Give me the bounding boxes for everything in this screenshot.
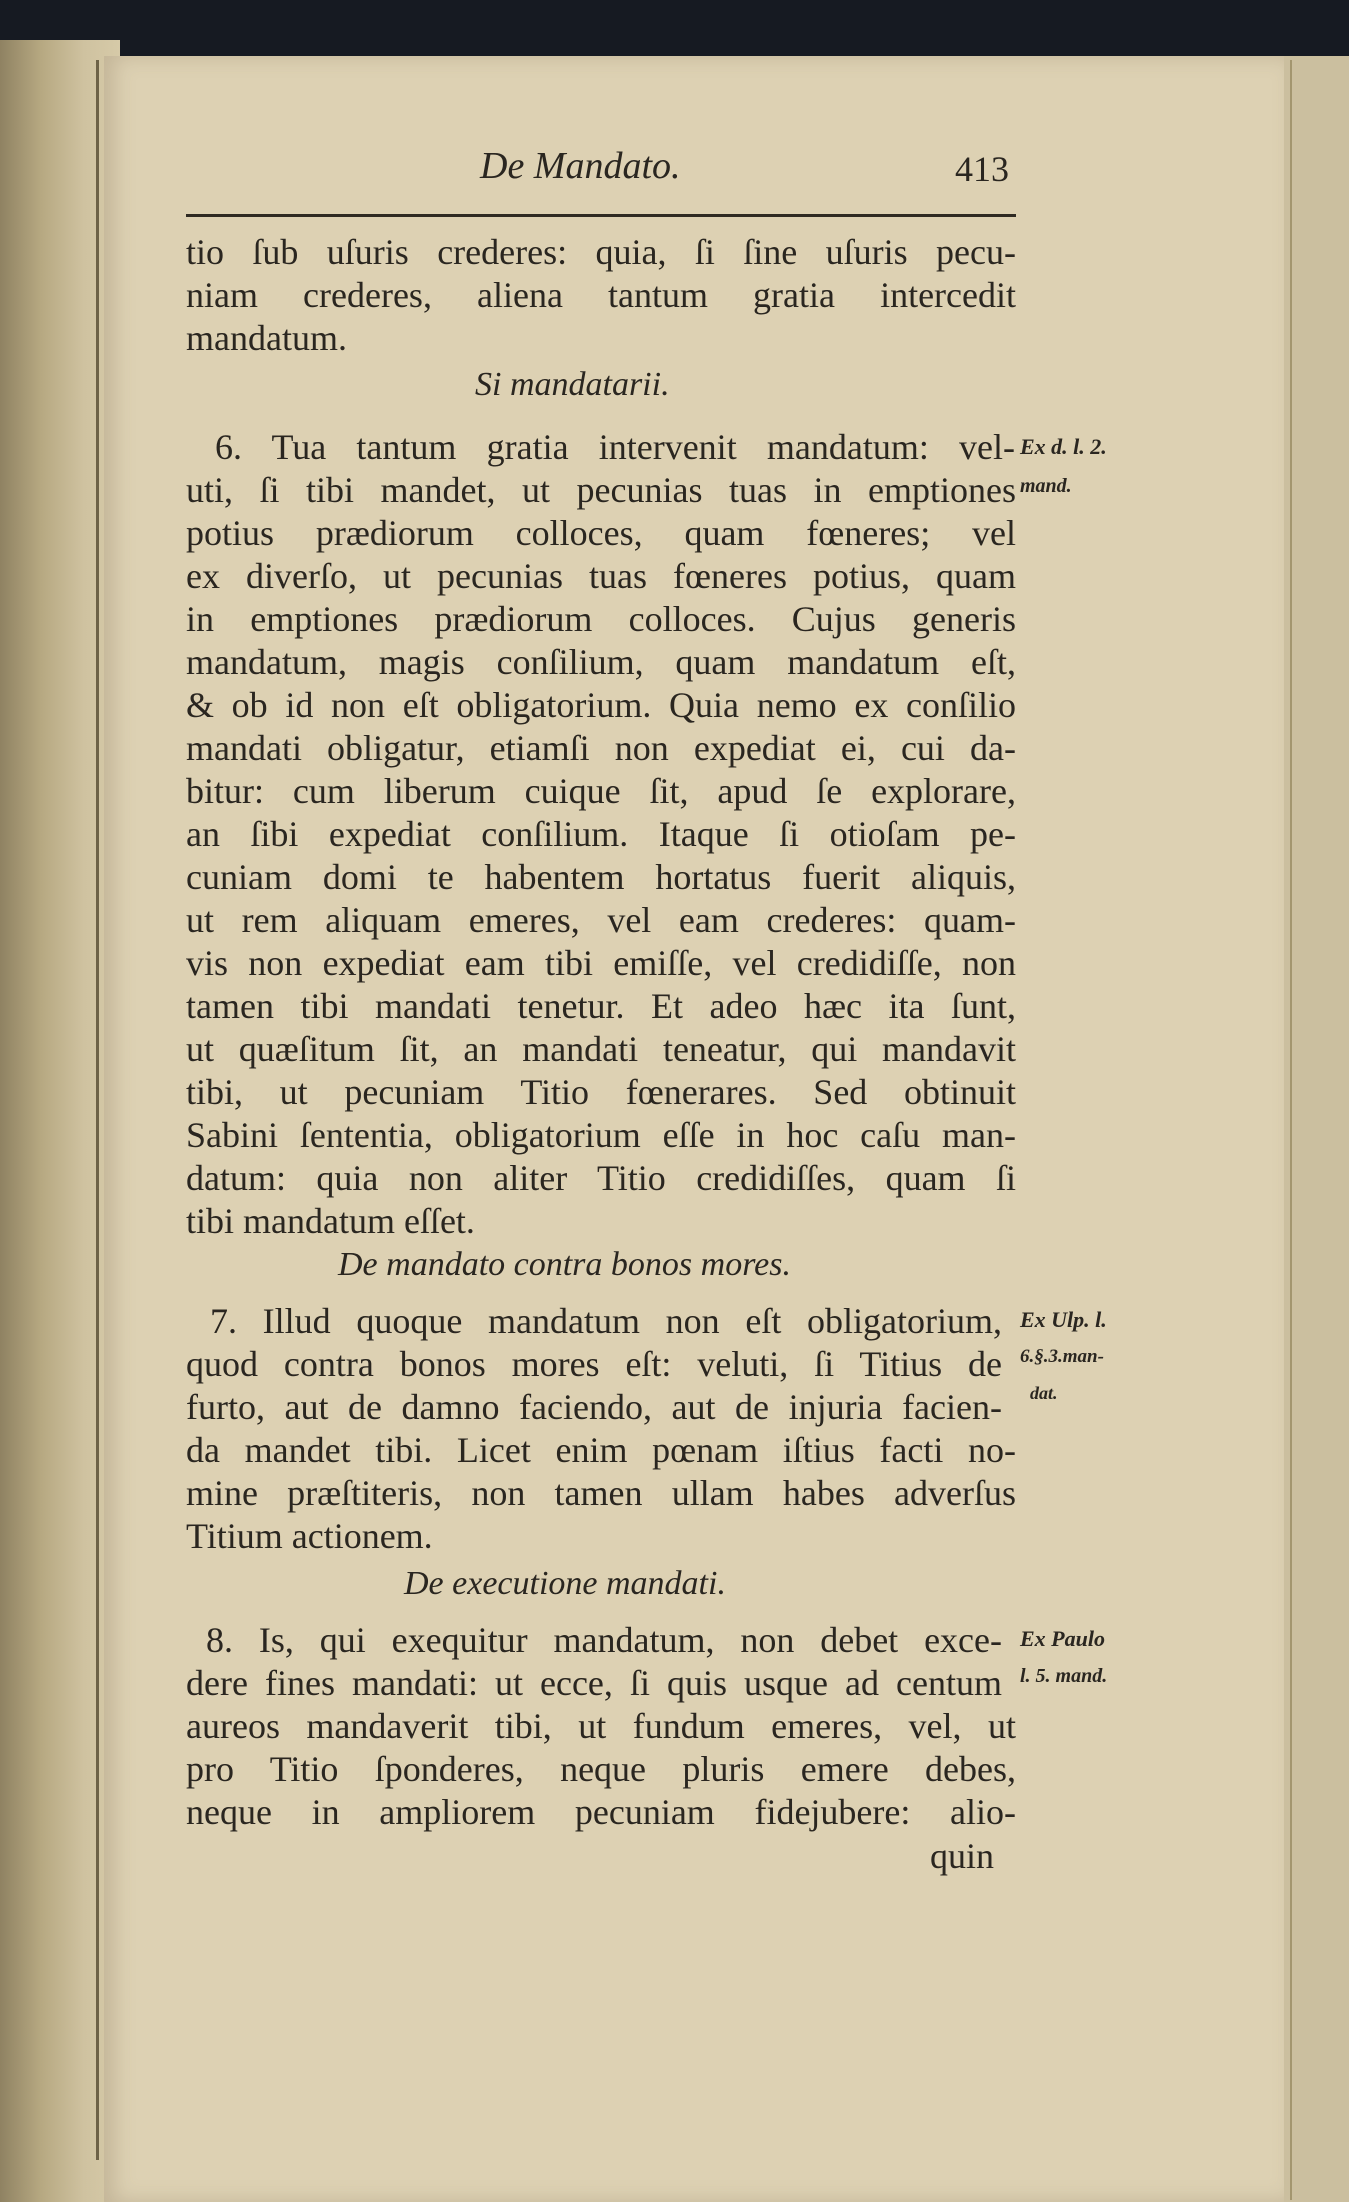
margin-note: dat.: [1030, 1383, 1058, 1403]
text-line: tibi, ut pecuniam Titio fœnerares. Sed obtinuit: [186, 1072, 1016, 1112]
text-line: 6. Tua tantum gratia intervenit mandatum: vel-: [215, 427, 1015, 467]
margin-note: 6.§.3.man-: [1020, 1346, 1104, 1367]
text-line: pro Titio ſponderes, neque pluris emere debes,: [186, 1749, 1016, 1789]
text-line: neque in ampliorem pecuniam fidejubere: alio-: [186, 1792, 1016, 1832]
text-line: dere fines mandati: ut ecce, ſi quis usque ad centum: [186, 1663, 1002, 1703]
text-line: an ſibi expediat conſilium. Itaque ſi otioſam pe-: [186, 814, 1016, 854]
text-line: mandatum.: [186, 318, 347, 358]
margin-note: l. 5. mand.: [1020, 1665, 1108, 1687]
text-line: mine præſtiteris, non tamen ullam habes adverſus: [186, 1473, 1016, 1513]
text-line: ut rem aliquam emeres, vel eam crederes: quam-: [186, 900, 1016, 940]
text-line: da mandet tibi. Licet enim pœnam iſtius facti no-: [186, 1430, 1016, 1470]
page-number: 413: [955, 149, 1009, 189]
text-line: vis non expediat eam tibi emiſſe, vel credidiſſe, non: [186, 943, 1016, 983]
text-line: 7. Illud quoque mandatum non eſt obligatorium,: [210, 1301, 1002, 1341]
text-line: 8. Is, qui exequitur mandatum, non debet exce-: [206, 1620, 1002, 1660]
running-title: De Mandato.: [480, 145, 681, 187]
text-line: mandatum, magis conſilium, quam mandatum eſt,: [186, 642, 1016, 682]
margin-note: Ex Ulp. l.: [1020, 1307, 1107, 1332]
text-line: cuniam domi te habentem hortatus fuerit aliquis,: [186, 857, 1016, 897]
text-line: furto, aut de damno faciendo, aut de injuria facien-: [186, 1387, 1002, 1427]
book-spine: [0, 40, 120, 2202]
catchword: quin: [930, 1836, 995, 1876]
gutter-line: [96, 60, 99, 2160]
margin-note: mand.: [1020, 475, 1072, 497]
margin-note: Ex Paulo: [1020, 1626, 1105, 1651]
section-heading: Si mandatarii.: [475, 366, 670, 403]
text-line: in emptiones prædiorum colloces. Cujus generis: [186, 599, 1016, 639]
section-heading: De mandato contra bonos mores.: [338, 1246, 791, 1283]
text-line: tio ſub uſuris crederes: quia, ſi ſine uſuris pecu-: [186, 232, 1016, 272]
facing-page-edge: [1284, 56, 1349, 2202]
text-line: aureos mandaverit tibi, ut fundum emeres, vel, ut: [186, 1706, 1016, 1746]
text-line: ex diverſo, ut pecunias tuas fœneres potius, quam: [186, 556, 1016, 596]
section-heading: De executione mandati.: [404, 1565, 726, 1602]
margin-note: Ex d. l. 2.: [1020, 434, 1107, 459]
text-line: quod contra bonos mores eſt: veluti, ſi Titius de: [186, 1344, 1002, 1384]
text-line: Titium actionem.: [186, 1516, 433, 1556]
text-line: tamen tibi mandati tenetur. Et adeo hæc ita ſunt,: [186, 986, 1016, 1026]
text-line: uti, ſi tibi mandet, ut pecunias tuas in emptiones: [186, 470, 1016, 510]
text-line: & ob id non eſt obligatorium. Quia nemo ex conſilio: [186, 685, 1016, 725]
text-line: niam crederes, aliena tantum gratia intercedit: [186, 275, 1016, 315]
page-edge-line: [1290, 60, 1292, 2200]
header-rule: [186, 214, 1016, 217]
text-line: bitur: cum liberum cuique ſit, apud ſe explorare,: [186, 771, 1016, 811]
text-line: datum: quia non aliter Titio credidiſſes, quam ſi: [186, 1158, 1016, 1198]
text-line: ut quæſitum ſit, an mandati teneatur, qui mandavit: [186, 1029, 1016, 1069]
text-line: tibi mandatum eſſet.: [186, 1201, 475, 1241]
text-line: Sabini ſententia, obligatorium eſſe in hoc caſu man-: [186, 1115, 1016, 1155]
text-line: potius prædiorum colloces, quam fœneres; vel: [186, 513, 1016, 553]
text-line: mandati obligatur, etiamſi non expediat ei, cui da-: [186, 728, 1016, 768]
